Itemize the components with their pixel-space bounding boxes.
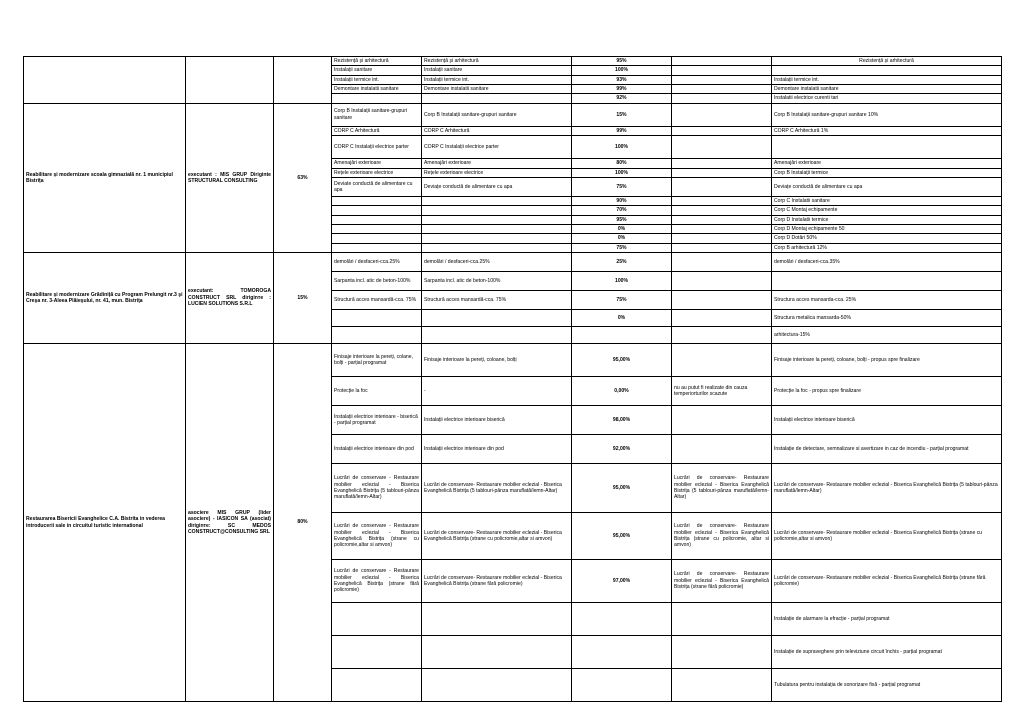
table-row	[24, 344, 1002, 377]
progress-value: 92,00%	[572, 435, 672, 464]
progress-value: 95%	[572, 57, 672, 66]
work-category	[332, 94, 422, 103]
work-category	[332, 196, 422, 205]
executor-info	[186, 57, 274, 104]
progress-value	[572, 327, 672, 344]
work-description: Instalații termice int.	[422, 75, 572, 84]
overall-percent: 80%	[274, 344, 332, 702]
work-description: Rețele exterioare electrice	[422, 168, 572, 177]
observations	[672, 435, 772, 464]
work-description	[422, 669, 572, 702]
work-description: Lucrări de conservare- Restaurare mobilier eclezial - Biserica Evanghelică Bistrița (strane fără policromie)	[422, 560, 572, 603]
final-status: Lucrări de conservare- Restaurare mobilier eclezial - Biserica Evanghelică Bistrița (5 tablouri-pânza maruflată/lemn-Altar)	[772, 464, 1002, 513]
work-category: Instalații electrice interioare din pod	[332, 435, 422, 464]
work-description	[422, 215, 572, 224]
work-category: Lucrări de conservare - Restaurare mobilier eclezial - Biserica Evanghelică Bistrița (strane fără policromie)	[332, 560, 422, 603]
work-category	[332, 669, 422, 702]
final-status: Structura acces mansarda-cca. 25%	[772, 291, 1002, 310]
table-body	[24, 57, 1002, 702]
work-description	[422, 234, 572, 243]
work-category: Rețele exterioare electrice	[332, 168, 422, 177]
progress-value	[572, 636, 672, 669]
observations	[672, 168, 772, 177]
progress-value: 100%	[572, 66, 672, 75]
final-status: arhitectura-15%	[772, 327, 1002, 344]
final-status: Protecție la foc - propus spre finalizare	[772, 377, 1002, 406]
work-category: Protecție la foc	[332, 377, 422, 406]
work-description: Instalații electrice interioare din pod	[422, 435, 572, 464]
progress-value: 95,00%	[572, 464, 672, 513]
observations	[672, 103, 772, 126]
observations	[672, 85, 772, 94]
work-category: demolări / desfaceri-cca.25%	[332, 253, 422, 272]
observations	[672, 253, 772, 272]
work-description: demolări / desfaceri-cca.25%	[422, 253, 572, 272]
progress-value: 99%	[572, 126, 672, 135]
work-description: Rezistență și arhitectură	[422, 57, 572, 66]
work-description	[422, 636, 572, 669]
work-category	[332, 327, 422, 344]
work-description: Lucrări de conservare- Restaurare mobilier eclezial - Biserica Evanghelică Bistrița (strane cu policromie,altar si amvon)	[422, 513, 572, 560]
work-category	[332, 215, 422, 224]
observations	[672, 636, 772, 669]
work-category: Sarpanta incl. atic de beton-100%	[332, 272, 422, 291]
progress-value: 100%	[572, 168, 672, 177]
progress-value: 100%	[572, 136, 672, 159]
progress-value: 15%	[572, 103, 672, 126]
observations	[672, 177, 772, 196]
work-category: Rezistență și arhitectură	[332, 57, 422, 66]
progress-value: 93%	[572, 75, 672, 84]
observations	[672, 196, 772, 205]
work-category: Lucrări de conservare - Restaurare mobilier eclezial - Biserica Evanghelică Bistrița (5 tablouri-pânza maruflată/lemn-Altar)	[332, 464, 422, 513]
final-status: Instalație de detectare, semnalizare si avertizare in caz de incendiu - parțial programat	[772, 435, 1002, 464]
observations	[672, 75, 772, 84]
work-description: Demontare instalatii sanitare	[422, 85, 572, 94]
progress-value: 0%	[572, 234, 672, 243]
progress-value: 99%	[572, 85, 672, 94]
observations	[672, 94, 772, 103]
final-status: Lucrări de conservare- Restaurare mobilier eclezial - Biserica Evanghelică Bistrița (strane cu policromie,altar si amvon)	[772, 513, 1002, 560]
progress-value: 70%	[572, 206, 672, 215]
final-status: Structura metalica mansarda-50%	[772, 310, 1002, 327]
work-description: Instalații sanitare	[422, 66, 572, 75]
progress-value: 75%	[572, 243, 672, 252]
overall-percent: 15%	[274, 253, 332, 344]
work-category: CORP C Instalații electrice parter	[332, 136, 422, 159]
observations	[672, 310, 772, 327]
work-category	[332, 224, 422, 233]
final-status: Finisaje interioare la pereți, coloane, bolți - propus spre finalizare	[772, 344, 1002, 377]
work-category: CORP C Arhitectură	[332, 126, 422, 135]
progress-value: 92%	[572, 94, 672, 103]
work-category: Instalații electrice interioare - biserică - parțial programat	[332, 406, 422, 435]
final-status: Corp D Montaj echipamente 50	[772, 224, 1002, 233]
executor-info: executant: TOMOROGA CONSTRUCT SRL diriginте : LUCIEN SOLUTIONS S.R.L	[186, 253, 274, 344]
final-status	[772, 272, 1002, 291]
observations	[672, 272, 772, 291]
work-description	[422, 603, 572, 636]
final-status: Corp B Instalații sanitare-grupuri sanitare 10%	[772, 103, 1002, 126]
table-row	[24, 253, 1002, 272]
progress-value: 0,00%	[572, 377, 672, 406]
final-status: Instalatii electrice curenti tari	[772, 94, 1002, 103]
work-description	[422, 94, 572, 103]
final-status: Deviațe conductă de alimentare cu apa	[772, 177, 1002, 196]
observations	[672, 159, 772, 168]
progress-value: 0%	[572, 310, 672, 327]
final-status: Tubulatura pentru instalația de sonorizare fixă - parțial programat	[772, 669, 1002, 702]
final-status: Corp C Montaj echipamente	[772, 206, 1002, 215]
work-category: Amenajări exterioare	[332, 159, 422, 168]
work-category: Finisaje interioare la pereți, colane, bolți - parțial programat	[332, 344, 422, 377]
final-status: CORP C Arhitectură 1%	[772, 126, 1002, 135]
progress-value: 90%	[572, 196, 672, 205]
objective-name: Reabilitare și modernizare scoala gimnazială nr. 1 municipiul Bistrița	[24, 103, 186, 252]
final-status: Rezistență și arhitectură	[772, 57, 1002, 66]
final-status: Corp D Dotări 50%	[772, 234, 1002, 243]
observations: Lucrări de conservare- Restaurare mobilier eclezial - Biserica Evanghelică Bistrița (strane cu policromie, altar si amvon)	[672, 513, 772, 560]
work-description: CORP C Instalații electrice parter	[422, 136, 572, 159]
work-category: Deviate conductă de alimentare cu apa	[332, 177, 422, 196]
work-category: Demontare instalatii sanitare	[332, 85, 422, 94]
observations	[672, 215, 772, 224]
work-category: Structură acces mansardă-cca. 75%	[332, 291, 422, 310]
executor-info: asociere MIS GRUP (lider asociere) - IASICON SA (asociat) diriginте: SC MEDOS CONSTRUCT@CONSULTING SRL	[186, 344, 274, 702]
work-category: Instalații sanitare	[332, 66, 422, 75]
final-status: Instalație de supraveghere prin televiziune circuit închis - parțial programat	[772, 636, 1002, 669]
progress-value: 75%	[572, 177, 672, 196]
observations	[672, 344, 772, 377]
observations	[672, 57, 772, 66]
work-description	[422, 206, 572, 215]
works-status-table	[23, 56, 1002, 702]
final-status: demolări / desfaceri-cca.35%	[772, 253, 1002, 272]
work-description: Lucrări de conservare- Restaurare mobilier eclezial - Biserica Evanghelică Bistrița (5 tablouri-pânza maruflată/lemn-Altar)	[422, 464, 572, 513]
work-description: Structură acces mansardă-cca. 75%	[422, 291, 572, 310]
progress-value: 0%	[572, 224, 672, 233]
progress-value: 75%	[572, 291, 672, 310]
observations	[672, 234, 772, 243]
work-category	[332, 234, 422, 243]
progress-value: 100%	[572, 272, 672, 291]
final-status: Corp B arhitectură 12%	[772, 243, 1002, 252]
overall-percent	[274, 57, 332, 104]
work-description: Finisaje interioare la pereți, coloane, bolți	[422, 344, 572, 377]
work-category	[332, 310, 422, 327]
observations: Lucrări de conservare- Restaurare mobilier eclezial - Biserica Evanghelică Bistrița (strane fără policromie)	[672, 560, 772, 603]
final-status	[772, 136, 1002, 159]
final-status: Instalație de alarmare la efracție - parțial programat	[772, 603, 1002, 636]
final-status: Lucrări de conservare- Restaurare mobilier eclezial - Biserica Evanghelică Bistrița (strane fără policromie)	[772, 560, 1002, 603]
work-description	[422, 327, 572, 344]
objective-name: Restaurarea Bisericii Evanghelice C.A. Bistrita in vederea introducerii sale in circuitul turistic international	[24, 344, 186, 702]
work-description: Instalații electrice interioare biserică	[422, 406, 572, 435]
final-status: Corp C Instalatii sanitare	[772, 196, 1002, 205]
progress-value	[572, 603, 672, 636]
work-description: CORP C Arhitectură	[422, 126, 572, 135]
progress-value: 95,00%	[572, 513, 672, 560]
observations	[672, 406, 772, 435]
observations	[672, 669, 772, 702]
table-row	[24, 103, 1002, 126]
observations	[672, 224, 772, 233]
progress-value: 80%	[572, 159, 672, 168]
work-category	[332, 206, 422, 215]
progress-value: 25%	[572, 253, 672, 272]
table-row	[24, 57, 1002, 66]
observations	[672, 243, 772, 252]
final-status: Instalații termice int.	[772, 75, 1002, 84]
progress-value: 97,00%	[572, 560, 672, 603]
observations	[672, 126, 772, 135]
final-status: Corp B Instalații termice	[772, 168, 1002, 177]
final-status: Demontare instalatii sanitare	[772, 85, 1002, 94]
work-description: Amenajări exterioare	[422, 159, 572, 168]
progress-value	[572, 669, 672, 702]
work-description	[422, 224, 572, 233]
observations	[672, 136, 772, 159]
work-description: Sarpanta incl. atic de beton-100%	[422, 272, 572, 291]
work-category: Corp B Instalații sanitare-grupuri sanitare	[332, 103, 422, 126]
observations: nu au putut fi realizate din cauza temperiorturilor scazute	[672, 377, 772, 406]
final-status: Amenajări exterioare	[772, 159, 1002, 168]
final-status: Corp D Instalatii termice	[772, 215, 1002, 224]
overall-percent: 63%	[274, 103, 332, 252]
work-description	[422, 310, 572, 327]
work-description: -	[422, 377, 572, 406]
observations	[672, 291, 772, 310]
work-category	[332, 243, 422, 252]
objective-name	[24, 57, 186, 104]
work-description	[422, 196, 572, 205]
progress-value: 95%	[572, 215, 672, 224]
observations	[672, 603, 772, 636]
observations	[672, 206, 772, 215]
observations	[672, 66, 772, 75]
progress-value: 95,00%	[572, 344, 672, 377]
work-description: Deviațe conductă de alimentare cu apa	[422, 177, 572, 196]
observations: Lucrări de conservare- Restaurare mobilier eclezial - Biserica Evanghelică Bistrița (5 tablouri-pânza maruflată/lemn-Altar)	[672, 464, 772, 513]
executor-info: executant : MIS GRUP Diriginte STRUCTURAL CONSULTING	[186, 103, 274, 252]
work-category: Instalații termice int.	[332, 75, 422, 84]
work-category	[332, 636, 422, 669]
observations	[672, 327, 772, 344]
work-category: Lucrări de conservare - Restaurare mobilier eclezial - Biserica Evanghelică Bistrița (strane cu policromie,altar si amvon)	[332, 513, 422, 560]
final-status: Instalații electrice interioare biserică	[772, 406, 1002, 435]
progress-value: 98,00%	[572, 406, 672, 435]
work-description: Corp B Instalații sanitare-grupuri sanitare	[422, 103, 572, 126]
final-status	[772, 66, 1002, 75]
work-category	[332, 603, 422, 636]
work-description	[422, 243, 572, 252]
objective-name: Reabilitare și modernizare Grădiniță cu Program Prelungit nr.3 şi Creşa nr. 3-Aleea Plăieşului, nr. 41, mun. Bistriţa	[24, 253, 186, 344]
